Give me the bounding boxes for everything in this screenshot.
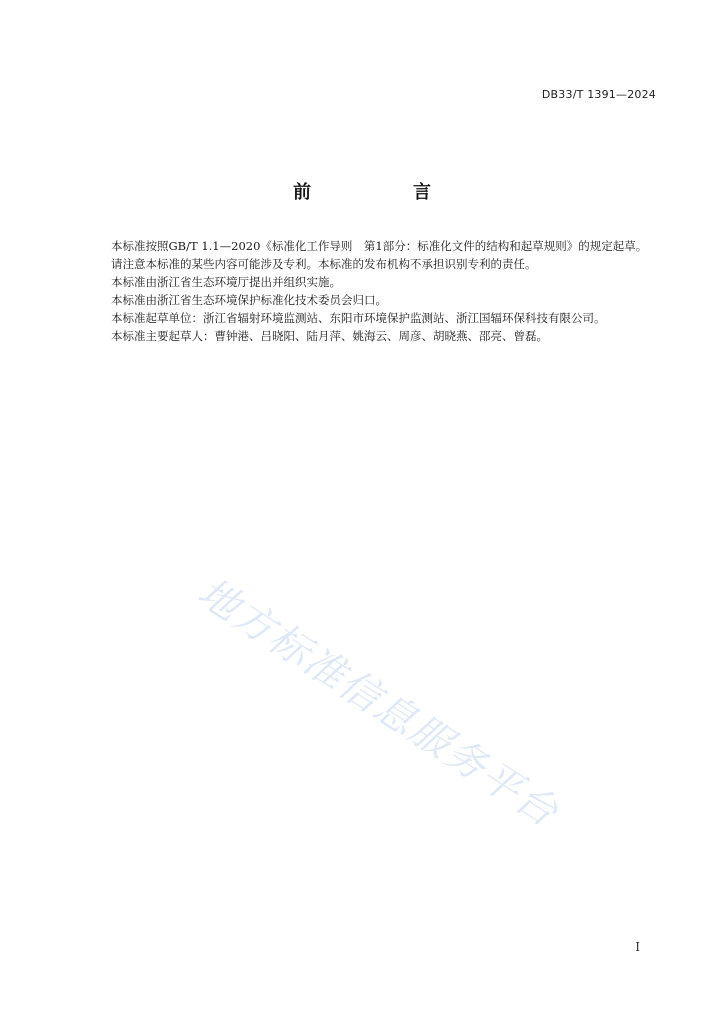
page-number: I	[635, 940, 640, 954]
paragraph-drafting-basis: 本标准按照GB/T 1.1—2020《标准化工作导则 第1部分：标准化文件的结构和起草规则》的规定起草。	[111, 239, 648, 253]
paragraph-patent-notice: 请注意本标准的某些内容可能涉及专利。本标准的发布机构不承担识别专利的责任。	[111, 257, 537, 271]
paragraph-drafters: 本标准主要起草人：曹钟港、吕晓阳、陆月萍、姚海云、周彦、胡晓燕、邵亮、曾磊。	[111, 329, 548, 343]
standard-code: DB33/T 1391—2024	[541, 88, 656, 101]
watermark: 地方标准信息服务平台	[189, 569, 567, 837]
paragraph-administrator: 本标准由浙江省生态环境保护标准化技术委员会归口。	[111, 293, 387, 307]
paragraph-drafting-units: 本标准起草单位：浙江省辐射环境监测站、东阳市环境保护监测站、浙江国辐环保科技有限公司。	[111, 311, 606, 325]
paragraph-proposer: 本标准由浙江省生态环境厅提出并组织实施。	[111, 275, 341, 289]
page-title: 前 言	[293, 182, 473, 203]
foreword-body	[88, 237, 658, 345]
